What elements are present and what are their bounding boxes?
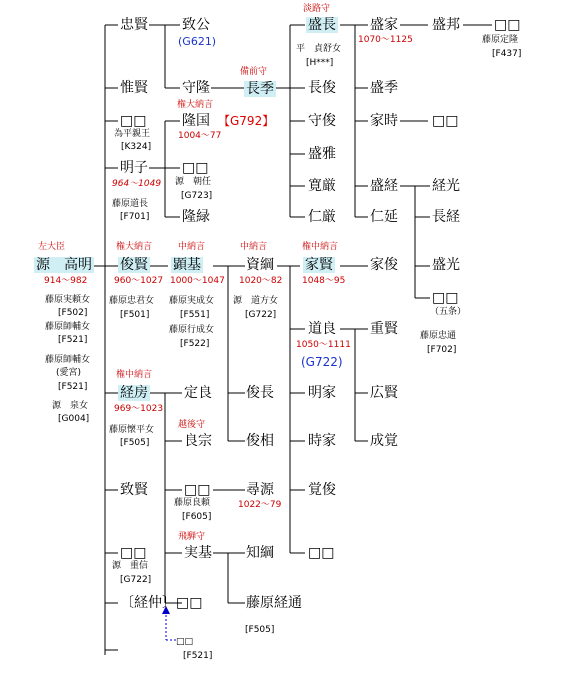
name-kakushun: 覚俊	[308, 482, 336, 498]
mother-tsunefusa: 藤原懐平女	[109, 425, 155, 435]
title-nagasue: 備前守	[240, 67, 268, 77]
years-suketsuna: 1020～82	[239, 276, 283, 286]
mother-suketsuna: 源 道方女	[233, 296, 279, 306]
name-hirotake: 寛厳	[308, 178, 336, 194]
name-moritsune: 盛経	[370, 178, 398, 194]
name-x-shigenobu: 〔経仲〕	[120, 595, 176, 611]
name-akimoto: 顕基	[173, 257, 201, 273]
mother-akiko: 藤原道長	[112, 199, 149, 209]
name-sanemoto: 実基	[184, 545, 212, 561]
name-suketsuna: 資綱	[246, 257, 274, 273]
spouse-4-code: [G004]	[58, 414, 90, 424]
code-x-masamitsu: [G722]	[120, 575, 152, 585]
mother-gojo: 藤原忠通	[420, 331, 457, 341]
years-takaakira: 914～982	[44, 276, 88, 286]
name-moritaka: 守隆	[182, 80, 210, 96]
name-sadayoshi: 定良	[184, 385, 212, 401]
name-morie: 盛家	[370, 17, 398, 33]
name-morikuni: 盛邦	[432, 17, 460, 33]
name-x-toshifusa: 藤原経通	[246, 595, 302, 611]
spouse-3: 藤原師輔女	[45, 355, 91, 365]
spouse-4: 源 泉女	[52, 401, 89, 411]
code-x2: [G723]	[181, 191, 213, 201]
name-morinaga: 盛長	[308, 17, 336, 33]
code-takakuni: 【G792】	[218, 114, 275, 128]
name-toshisuke: 俊相	[246, 433, 274, 449]
name-x-last: □□	[308, 545, 335, 561]
name-akiko: 明子	[120, 160, 148, 176]
title-yoshimune: 越後守	[178, 420, 206, 430]
name-michiyoshi: 道良	[308, 321, 336, 337]
name-tokiie: 時家	[308, 433, 336, 449]
name-shigekata: 重賢	[370, 321, 398, 337]
years-toshikata: 960～1027	[114, 276, 164, 286]
name-hirokata: 広賢	[370, 385, 398, 401]
years-tsunefusa: 969～1023	[114, 404, 164, 414]
mother-x-masamitsu: 源 重信	[112, 561, 149, 571]
mother-tame-child: 為平親王	[114, 129, 151, 139]
name-takaakira: 源 高明	[36, 257, 92, 273]
code-akiko: [F701]	[120, 212, 150, 222]
title-morinaga: 淡路守	[303, 4, 331, 14]
name-takakuni: 隆国	[182, 113, 210, 129]
name-tsunefusa: 経房	[120, 385, 148, 401]
name-x-morikuni: □□	[494, 17, 521, 33]
code-tsunemichi: [F521]	[183, 651, 213, 661]
code-michiyoshi: (G722)	[301, 355, 343, 369]
name-x-yoshiyori: □□	[184, 482, 211, 498]
code-suketsuna: [G722]	[245, 310, 277, 320]
spouse-2-code: [F521]	[58, 335, 88, 345]
spouse-1: 藤原実頼女	[45, 295, 91, 305]
years-akiko: 964～1049	[112, 179, 162, 189]
mother2-akimoto: 藤原行成女	[169, 325, 215, 335]
mother-x-morikuni: 藤原定隆	[482, 35, 519, 45]
code1-akimoto: [F551]	[180, 310, 210, 320]
name-takaroku: 隆緑	[182, 209, 210, 225]
name-morisue: 盛季	[370, 80, 398, 96]
title-sanemoto: 飛騨守	[178, 532, 206, 542]
title-suketsuna: 中納言	[240, 242, 268, 252]
name-x-ietoki: □□	[432, 113, 459, 129]
name-tsunenaka: □□	[176, 595, 203, 611]
code-gojo: [F702]	[427, 345, 457, 355]
years-jingen: 1022～79	[238, 500, 282, 510]
years-akimoto: 1000～1047	[170, 276, 225, 286]
name-asa: 致公	[182, 17, 210, 33]
name-ieyoshi: 家賢	[305, 257, 333, 273]
name-x2: □□	[182, 160, 209, 176]
name-jingen: 尋源	[246, 482, 274, 498]
mother1-akimoto: 藤原実成女	[169, 296, 215, 306]
name-tame-child: □□	[120, 113, 147, 129]
years-ieyoshi: 1048～95	[302, 276, 346, 286]
name-yoshimune: 良宗	[184, 433, 212, 449]
name-gojo: □□	[432, 290, 459, 306]
name-nagatsune: 長経	[432, 209, 460, 225]
code-morinaga: [H***]	[306, 58, 334, 68]
spouse-3-note: (愛宮)	[56, 368, 82, 378]
name-nagatoshi: 長俊	[308, 80, 336, 96]
name-tomotsuna: 知綱	[246, 545, 274, 561]
years-morie: 1070～1125	[358, 35, 413, 45]
years-takakuni: 1004～77	[178, 131, 222, 141]
title-sadaijin: 左大臣	[38, 242, 66, 252]
name-x-masamitsu: □□	[120, 545, 147, 561]
name-koremasa: 惟賢	[120, 80, 148, 96]
mother-x2: 源 朝任	[175, 177, 212, 187]
name-nagasue: 長季	[246, 81, 274, 97]
name-jingon: 仁厳	[308, 209, 336, 225]
code-tame-child: [K324]	[121, 142, 152, 152]
mother-morinaga: 平 貞舒女	[296, 44, 342, 54]
name-toshikata: 俊賢	[120, 257, 148, 273]
years-michiyoshi: 1050～1111	[296, 340, 351, 350]
name-ietoki: 家時	[370, 113, 398, 129]
note-gojo: （五条）	[430, 307, 467, 317]
spouse-3-code: [F521]	[58, 382, 88, 392]
name-narikaku: 成覚	[370, 433, 398, 449]
mother-x-yoshiyori: 藤原良頼	[174, 498, 211, 508]
code2-akimoto: [F522]	[180, 339, 210, 349]
name-munekata: 致賢	[120, 482, 148, 498]
name-toshinaga: 俊長	[246, 385, 274, 401]
code-x-yoshiyori: [F605]	[182, 512, 212, 522]
code-tsunefusa: [F505]	[120, 438, 150, 448]
title-tsunefusa: 権中納言	[116, 370, 153, 380]
title-akimoto: 中納言	[178, 242, 206, 252]
name-morimasa: 盛雅	[308, 146, 336, 162]
name-moritoshi: 守俊	[308, 113, 336, 129]
name-tadakata: 忠賢	[120, 17, 148, 33]
spouse-2: 藤原師輔女	[45, 322, 91, 332]
code-x-morikuni: [F437]	[492, 49, 522, 59]
name-tsunemitsu: 経光	[432, 178, 460, 194]
name-jinen: 仁延	[370, 209, 398, 225]
name-akiie: 明家	[308, 385, 336, 401]
code-toshikata: [F501]	[120, 310, 150, 320]
title-takakuni: 権大納言	[177, 100, 214, 110]
name-morimitsu: 盛光	[432, 257, 460, 273]
name-tsunemichi: □□	[176, 637, 194, 647]
code-x-toshifusa: [F505]	[245, 625, 275, 635]
mother-toshikata: 藤原忠君女	[109, 296, 155, 306]
name-ietoshi: 家俊	[370, 257, 398, 273]
spouse-1-code: [F502]	[58, 308, 88, 318]
code-asa: (G621)	[178, 35, 217, 48]
title-ieyoshi: 権中納言	[302, 242, 339, 252]
title-toshikata: 権大納言	[116, 242, 153, 252]
